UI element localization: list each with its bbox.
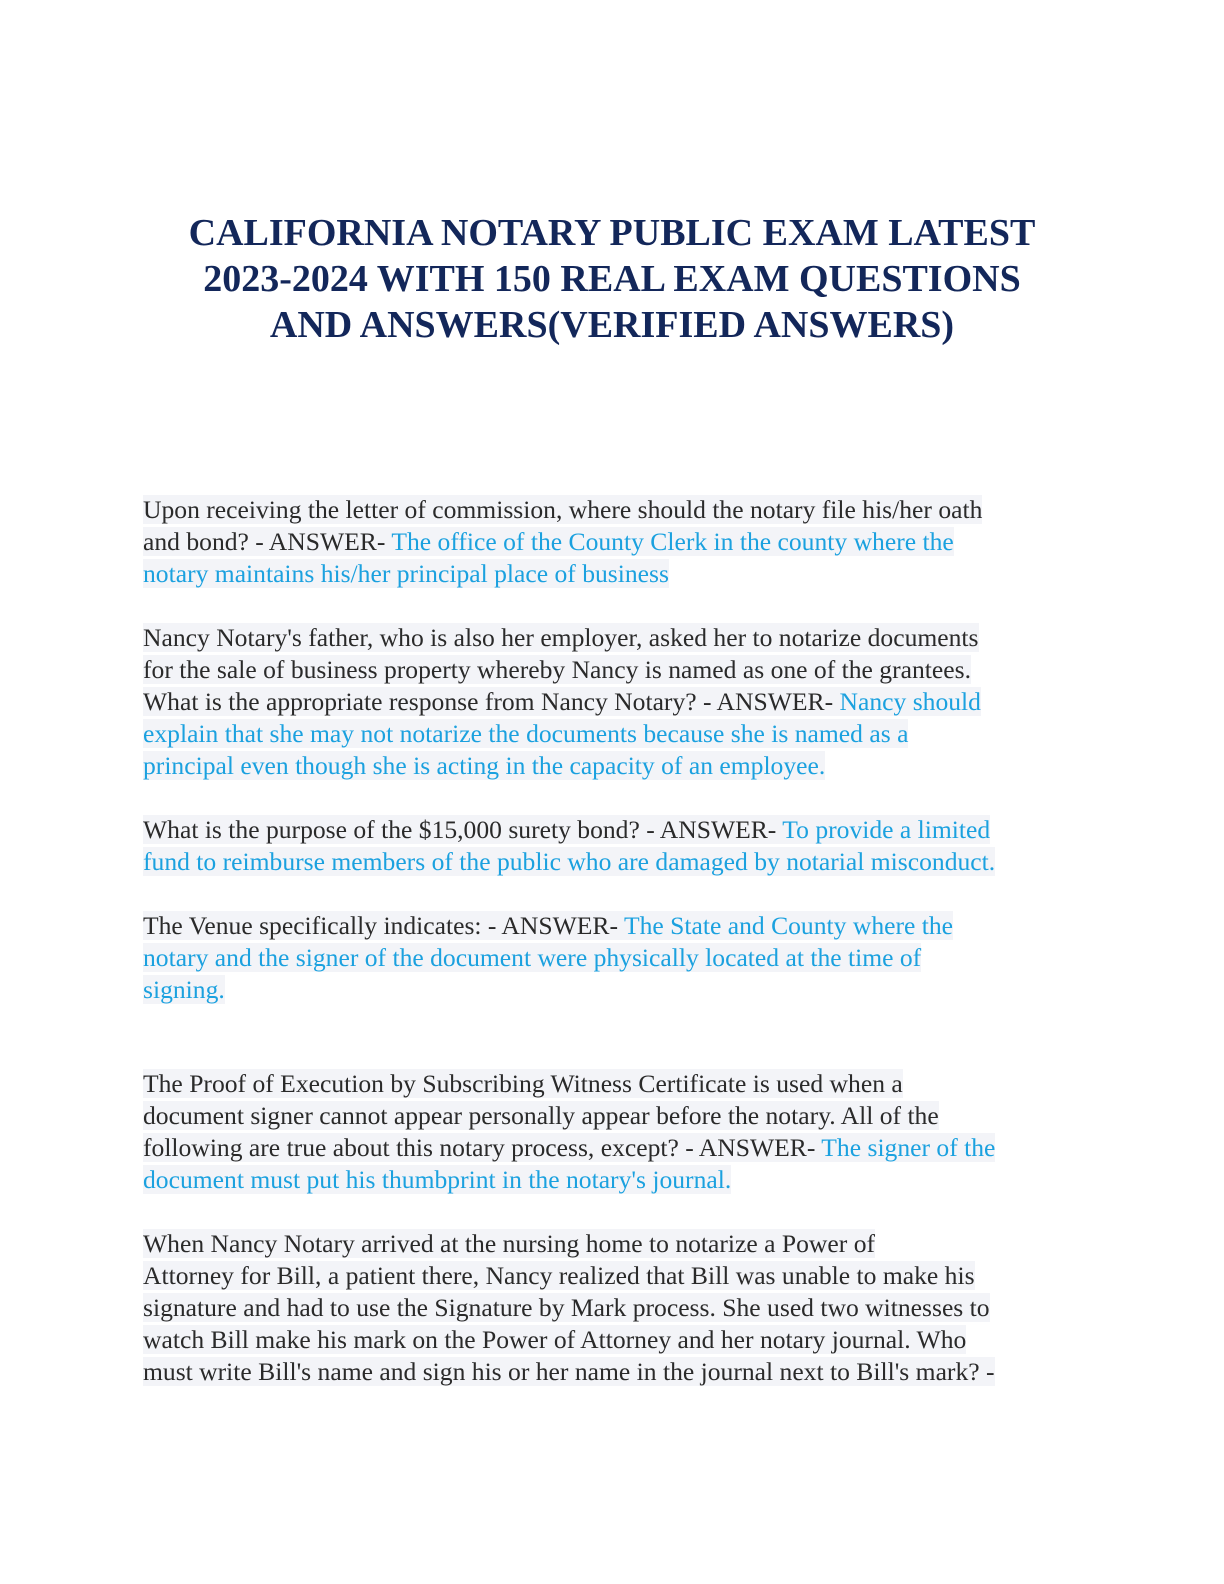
question-text: document signer cannot appear personally appear before the notary. All of the	[143, 1101, 939, 1130]
title-line: AND ANSWERS(VERIFIED ANSWERS)	[269, 304, 955, 346]
qa-item	[143, 910, 1078, 1006]
qa-line	[143, 814, 1078, 846]
qa-line	[143, 750, 1078, 782]
qa-item	[143, 814, 1078, 878]
qa-line	[143, 942, 1078, 974]
answer-text: fund to reimburse members of the public who are damaged by notarial misconduct.	[143, 847, 996, 876]
qa-item	[143, 494, 1078, 590]
qa-line	[143, 910, 1078, 942]
qa-line	[143, 622, 1078, 654]
qa-line	[143, 718, 1078, 750]
qa-line	[143, 1068, 1078, 1100]
question-text: following are true about this notary process, except? - ANSWER-	[143, 1133, 822, 1162]
qa-line	[143, 686, 1078, 718]
answer-text: document must put his thumbprint in the notary's journal.	[143, 1165, 732, 1194]
qa-item	[143, 1228, 1078, 1388]
qa-line	[143, 1164, 1078, 1196]
question-text: signature and had to use the Signature by Mark process. She used two witnesses to	[143, 1293, 990, 1322]
question-text: The Proof of Execution by Subscribing Witness Certificate is used when a	[143, 1069, 903, 1098]
answer-text: notary maintains his/her principal place of business	[143, 559, 669, 588]
qa-line	[143, 1324, 1078, 1356]
question-text: The Venue specifically indicates: - ANSWER-	[143, 911, 624, 940]
answer-text: explain that she may not notarize the documents because she is named as a	[143, 719, 909, 748]
qa-line	[143, 494, 1078, 526]
question-text: What is the appropriate response from Nancy Notary? - ANSWER-	[143, 687, 840, 716]
qa-line	[143, 558, 1078, 590]
answer-text: The signer of the	[821, 1133, 996, 1162]
question-text: What is the purpose of the $15,000 surety bond? - ANSWER-	[143, 815, 783, 844]
question-text: for the sale of business property whereby Nancy is named as one of the grantees.	[143, 655, 971, 684]
question-text: When Nancy Notary arrived at the nursing home to notarize a Power of	[143, 1229, 876, 1258]
document-title	[130, 210, 1094, 348]
question-text: Nancy Notary's father, who is also her employer, asked her to notarize documents	[143, 623, 979, 652]
question-text: Attorney for Bill, a patient there, Nancy realized that Bill was unable to make his	[143, 1261, 975, 1290]
question-text: must write Bill's name and sign his or her name in the journal next to Bill's mark? -	[143, 1357, 995, 1386]
qa-line	[143, 1260, 1078, 1292]
qa-line	[143, 526, 1078, 558]
qa-line	[143, 1132, 1078, 1164]
qa-line	[143, 1356, 1078, 1388]
title-line: 2023-2024 WITH 150 REAL EXAM QUESTIONS	[203, 258, 1021, 300]
qa-line	[143, 1292, 1078, 1324]
question-text: watch Bill make his mark on the Power of Attorney and her notary journal. Who	[143, 1325, 967, 1354]
answer-text: Nancy should	[839, 687, 981, 716]
title-line: CALIFORNIA NOTARY PUBLIC EXAM LATEST	[188, 212, 1036, 254]
answer-text: The office of the County Clerk in the county where the	[391, 527, 954, 556]
qa-line	[143, 846, 1078, 878]
answer-text: principal even though she is acting in the capacity of an employee.	[143, 751, 826, 780]
answer-text: signing.	[143, 975, 225, 1004]
qa-item	[143, 1068, 1078, 1196]
question-text: and bond? - ANSWER-	[143, 527, 392, 556]
qa-line	[143, 974, 1078, 1006]
qa-line	[143, 1100, 1078, 1132]
answer-text: The State and County where the	[623, 911, 954, 940]
qa-line	[143, 654, 1078, 686]
answer-text: notary and the signer of the document were physically located at the time of	[143, 943, 922, 972]
answer-text: To provide a limited	[782, 815, 991, 844]
qa-item	[143, 622, 1078, 782]
qa-line	[143, 1228, 1078, 1260]
question-text: Upon receiving the letter of commission, where should the notary file his/her oath	[143, 495, 983, 524]
